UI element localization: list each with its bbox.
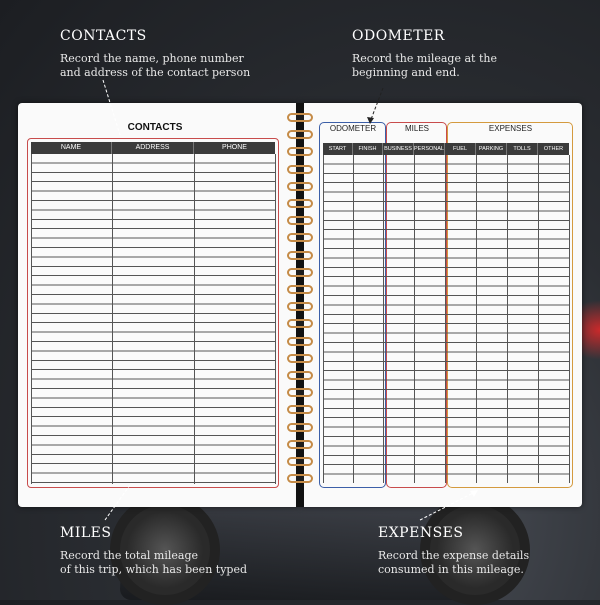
callout-contacts-title: CONTACTS [60, 28, 147, 44]
callout-expenses-line2: consumed in this mileage. [378, 563, 524, 576]
callout-odometer-line1: Record the mileage at the [352, 52, 497, 65]
arrow-odometer [370, 88, 383, 122]
odometer-group-label: ODOMETER [329, 124, 377, 133]
col-header-parking: PARKING [476, 143, 507, 155]
col-header-finish: FINISH [353, 143, 383, 155]
callout-expenses-title: EXPENSES [378, 525, 464, 541]
miles-group-label: MILES [404, 124, 429, 133]
callout-odometer-line2: beginning and end. [352, 66, 460, 79]
col-header-business: BUSINESS [383, 143, 414, 155]
callout-miles-line1: Record the total mileage [60, 549, 199, 562]
arrow-expenses [420, 492, 475, 520]
callout-miles-title: MILES [60, 525, 112, 541]
col-header-start: START [323, 143, 353, 155]
col-header-fuel: FUEL [445, 143, 476, 155]
col-header-tolls: TOLLS [507, 143, 538, 155]
expenses-group-label: EXPENSES [488, 124, 533, 133]
callout-odometer-title: ODOMETER [352, 28, 445, 44]
callout-miles-line2: of this trip, which has been typed [60, 563, 247, 576]
col-header-name: NAME [31, 142, 112, 154]
col-header-address: ADDRESS [112, 142, 194, 154]
arrow-contacts [103, 80, 120, 135]
arrow-miles [105, 485, 130, 520]
callout-contacts-line2: and address of the contact person [60, 66, 251, 79]
arrow-odometer-head [367, 117, 374, 124]
callout-expenses-line1: Record the expense details [378, 549, 530, 562]
callout-contacts-line1: Record the name, phone number [60, 52, 244, 65]
contacts-table-title: CONTACTS [100, 122, 210, 133]
col-header-phone: PHONE [222, 144, 247, 151]
col-header-personal: PERSONAL [414, 143, 445, 155]
col-header-other: OTHER [543, 146, 564, 152]
